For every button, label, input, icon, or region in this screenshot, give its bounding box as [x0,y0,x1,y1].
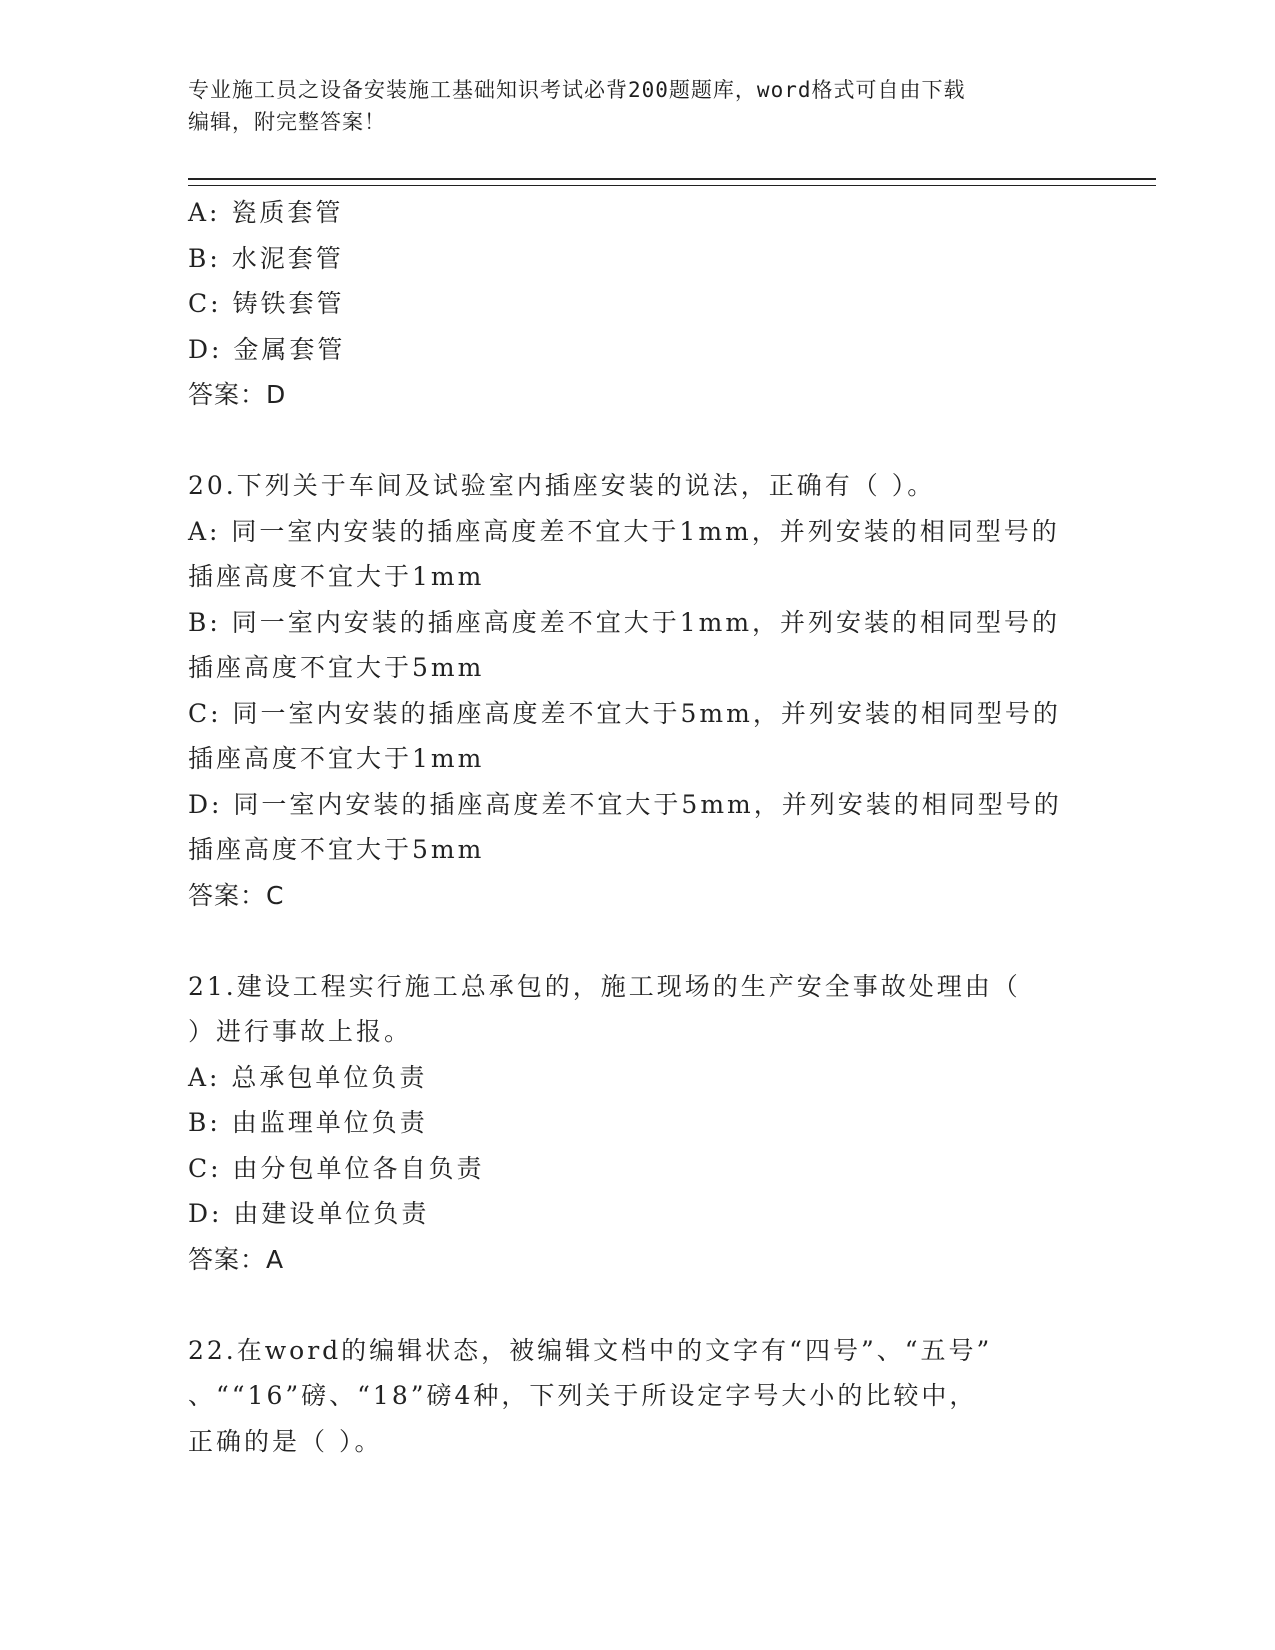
header-divider [188,178,1156,186]
option-a: A: 同一室内安装的插座高度差不宜大于1mm，并列安装的相同型号的 [188,516,1060,546]
question-stem: 20.下列关于车间及试验室内插座安装的说法，正确有（ ）。 [188,471,936,500]
option-d-continued: 插座高度不宜大于5mm [188,835,485,864]
spacer [188,418,1088,464]
question-stem: 21.建设工程实行施工总承包的，施工现场的生产安全事故处理由（ [188,971,1021,1001]
option-c: C: 由分包单位各自负责 [188,1153,485,1183]
question-stem-continued: ）进行事故上报。 [188,1017,413,1046]
option-c: C: 铸铁套管 [188,289,345,318]
spacer [188,918,1088,964]
option-c-continued: 插座高度不宜大于1mm [188,744,485,773]
option-d: D: 金属套管 [188,334,346,364]
option-b: B: 由监理单位负责 [188,1108,428,1137]
question-22 [188,1328,1088,1465]
header-title-line-2: 编辑，附完整答案！ [188,110,386,134]
question-19 [188,190,1088,418]
option-b: B: 水泥套管 [188,243,344,273]
spacer [188,1282,1088,1328]
option-a-continued: 插座高度不宜大于1mm [188,562,485,591]
option-d: D: 同一室内安装的插座高度差不宜大于5mm，并列安装的相同型号的 [188,789,1062,819]
option-d: D: 由建设单位负责 [188,1199,430,1228]
header-title-line-1: 专业施工员之设备安装施工基础知识考试必背200题题库，word格式可自由下载 [188,78,966,102]
question-stem-continued: 、““16”磅、“18”磅4种，下列关于所设定字号大小的比较中， [188,1381,978,1410]
option-b-continued: 插座高度不宜大于5mm [188,653,485,682]
option-b: B: 同一室内安装的插座高度差不宜大于1mm，并列安装的相同型号的 [188,607,1061,637]
document-header [188,74,1068,138]
option-c: C: 同一室内安装的插座高度差不宜大于5mm，并列安装的相同型号的 [188,698,1061,728]
answer: 答案：A [188,1244,285,1274]
question-20 [188,463,1088,918]
question-stem: 22.在word的编辑状态，被编辑文档中的文字有“四号”、“五号” [188,1335,993,1365]
option-a: A: 总承包单位负责 [188,1062,428,1092]
question-21 [188,964,1088,1283]
question-list [188,190,1088,1464]
question-stem-continued: 正确的是（ ）。 [188,1426,383,1456]
option-a: A: 瓷质套管 [188,198,344,227]
answer: 答案：C [188,880,285,910]
answer: 答案：D [188,380,287,409]
